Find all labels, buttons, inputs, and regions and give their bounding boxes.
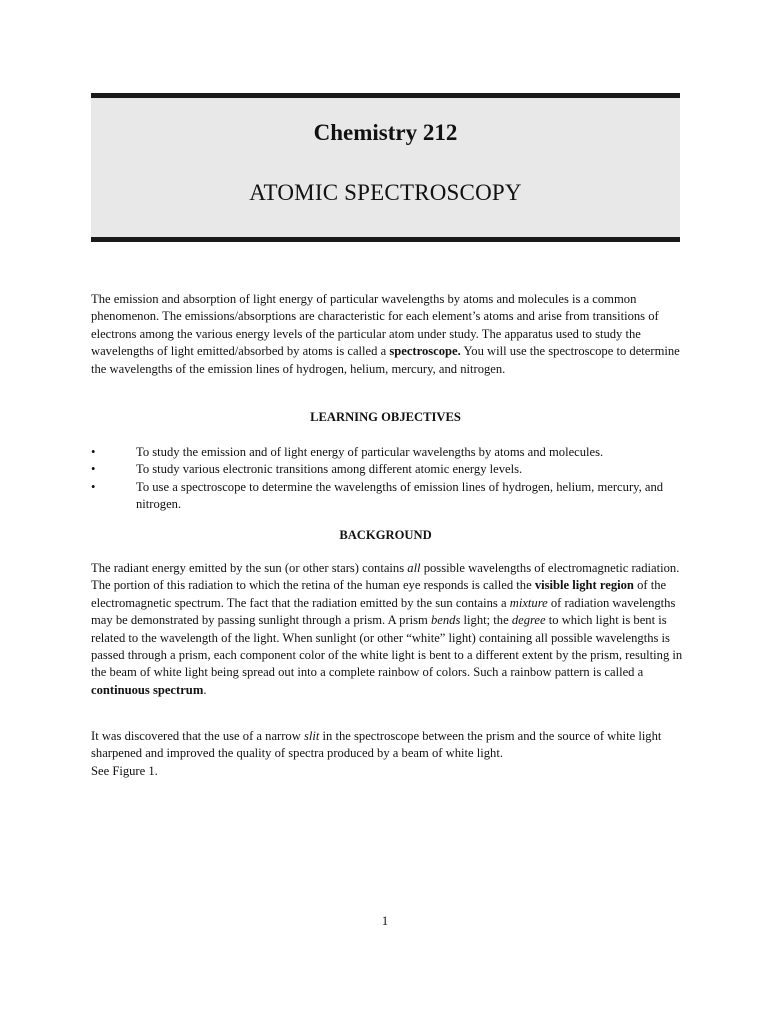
list-item (91, 479, 683, 514)
document-title: ATOMIC SPECTROSCOPY (249, 180, 522, 205)
page-number: 1 (381, 914, 389, 928)
objective-text: To study various electronic transitions among different atomic energy levels. (136, 462, 523, 477)
emphasis-all: all (407, 561, 421, 575)
text-run: light; the (460, 613, 512, 628)
emphasis-mixture: mixture (509, 595, 548, 610)
text-run: of the electromagnetic spectrum. The fact that the radiation emitted by the sun contains a (91, 578, 667, 610)
course-title: Chemistry 212 (313, 120, 458, 145)
background-paragraph-2 (91, 728, 683, 780)
emphasis-degree: degree (511, 613, 546, 628)
title-box (91, 93, 680, 242)
list-item (91, 461, 683, 478)
continuous-spectrum-term: continuous spectrum (91, 682, 204, 697)
bullet-icon: • (91, 445, 96, 459)
bullet-icon: • (91, 462, 96, 477)
intro-text-continued: You will use the spectroscope to determine the wavelengths of the emission lines of hydrogen, helium, mercury, and nitrogen. (91, 344, 680, 376)
list-item (91, 444, 683, 461)
text-run: . (203, 682, 207, 697)
text-run: The radiant energy emitted by the sun (or other stars) contains (91, 561, 408, 575)
text-run: possible wavelengths of electromagnetic radiation. The portion of this radiation to which the retina of the human eye responds is called the (91, 561, 680, 593)
spectroscope-term: spectroscope. (389, 344, 461, 359)
text-run: in the spectroscope between the prism and the source of white light sharpened and improved the quality of spectra produced by a beam of white light. (91, 729, 662, 761)
learning-objectives-heading: LEARNING OBJECTIVES (310, 410, 461, 424)
background-paragraph-1 (91, 560, 683, 699)
text-run: to which light is bent is related to the wavelength of the light. When sunlight (or other “white” light) containing all possible wavelengths is passed through a prism, each component color of the white light is bent to a different extent by the prism, resulting in the beam of white light being spread out into a complete rainbow of colors. Such a rainbow pattern is called a (91, 613, 683, 680)
emphasis-slit: slit (303, 729, 320, 743)
text-run: of radiation wavelengths may be demonstrated by passing sunlight through a prism. A prism (91, 595, 676, 628)
text-run: It was discovered that the use of a narrow (91, 729, 304, 743)
figure-reference: See Figure 1. (91, 763, 158, 778)
emphasis-bends: bends (431, 613, 461, 628)
objective-text: To study the emission and of light energy of particular wavelengths by atoms and molecules. (136, 445, 604, 459)
background-heading: BACKGROUND (339, 528, 432, 542)
objective-text: To use a spectroscope to determine the wavelengths of emission lines of hydrogen, helium, mercury, and nitrogen. (136, 479, 664, 512)
intro-paragraph (91, 291, 683, 378)
intro-text: The emission and absorption of light energy of particular wavelengths by atoms and molecules is a common phenomenon. The emissions/absorptions are characteristic for each element’s atoms and arise from transitions of electrons among the various energy levels of the particular atom under study. The apparatus used to study the wavelengths of light emitted/absorbed by atoms is called a (91, 292, 659, 359)
objectives-list (91, 444, 683, 514)
visible-light-region-term: visible light region (534, 578, 634, 593)
bullet-icon: • (91, 479, 96, 494)
